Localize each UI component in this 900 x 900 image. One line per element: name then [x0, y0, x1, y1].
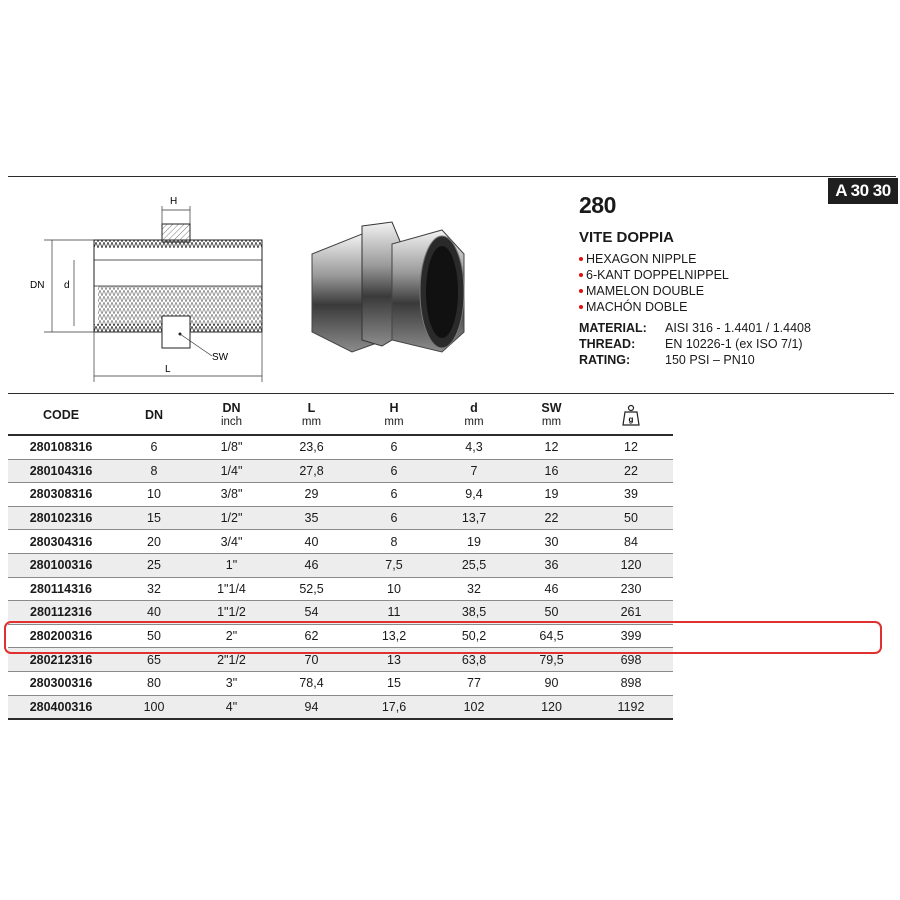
table-cell: 22 [514, 506, 589, 530]
header-weight [589, 396, 673, 435]
table-row [8, 435, 673, 459]
product-photo [292, 214, 476, 364]
table-cell: 84 [589, 530, 673, 554]
table-cell: 698 [589, 648, 673, 672]
alias-item [579, 251, 889, 267]
alias-text: HEXAGON NIPPLE [586, 252, 697, 266]
table-cell: 9,4 [434, 483, 514, 507]
spec-rating [579, 352, 889, 368]
alias-text: MAMELON DOUBLE [586, 284, 705, 298]
table-cell: 6 [354, 483, 434, 507]
table-row [8, 553, 673, 577]
table-cell: 17,6 [354, 695, 434, 719]
product-header [579, 192, 889, 368]
table-cell: 7 [434, 459, 514, 483]
drawing-label-sw: SW [212, 352, 229, 363]
table-cell: 2" [194, 624, 269, 648]
table-cell: 13 [354, 648, 434, 672]
cell-code: 280100316 [8, 553, 114, 577]
table-cell: 70 [269, 648, 354, 672]
cell-code: 280400316 [8, 695, 114, 719]
header-dn: DN [114, 396, 194, 435]
top-rule [8, 176, 896, 177]
table-row [8, 695, 673, 719]
table-cell: 25 [114, 553, 194, 577]
table-cell: 15 [114, 506, 194, 530]
table-cell: 230 [589, 577, 673, 601]
table-cell: 29 [269, 483, 354, 507]
table-row [8, 483, 673, 507]
table-cell: 3/8" [194, 483, 269, 507]
table-cell: 6 [354, 459, 434, 483]
table-row [8, 577, 673, 601]
bullet-icon [579, 305, 583, 309]
table-cell: 1" [194, 553, 269, 577]
table-cell: 16 [514, 459, 589, 483]
cell-code: 280212316 [8, 648, 114, 672]
cell-code: 280300316 [8, 671, 114, 695]
spec-value: AISI 316 - 1.4401 / 1.4408 [665, 321, 811, 335]
table-cell: 1/4" [194, 459, 269, 483]
cell-code: 280108316 [8, 435, 114, 459]
table-cell: 100 [114, 695, 194, 719]
table-cell: 19 [434, 530, 514, 554]
drawing-label-d: d [64, 280, 70, 291]
table-row [8, 648, 673, 672]
table-cell: 898 [589, 671, 673, 695]
catalog-page-badge: A 30 30 [828, 178, 898, 204]
table-cell: 20 [114, 530, 194, 554]
header-l: L mm [269, 396, 354, 435]
alias-item [579, 299, 889, 315]
table-cell: 46 [514, 577, 589, 601]
table-cell: 10 [114, 483, 194, 507]
alias-text: MACHÓN DOBLE [586, 300, 688, 314]
product-specs [579, 320, 889, 368]
dimensions-table [8, 396, 673, 720]
table-cell: 1"1/4 [194, 577, 269, 601]
table-row [8, 506, 673, 530]
table-cell: 12 [514, 435, 589, 459]
table-cell: 79,5 [514, 648, 589, 672]
drawing-label-dn: DN [30, 280, 45, 291]
table-cell: 50 [514, 601, 589, 625]
weight-icon [622, 404, 640, 426]
table-cell: 6 [354, 435, 434, 459]
table-cell: 50,2 [434, 624, 514, 648]
drawing-label-h: H [170, 196, 178, 207]
table-cell: 22 [589, 459, 673, 483]
spec-label: RATING: [579, 353, 631, 367]
table-cell: 8 [114, 459, 194, 483]
table-cell: 4,3 [434, 435, 514, 459]
cell-code: 280104316 [8, 459, 114, 483]
cell-code: 280200316 [8, 624, 114, 648]
table-cell: 40 [114, 601, 194, 625]
table-cell: 23,6 [269, 435, 354, 459]
table-row [8, 530, 673, 554]
table-cell: 62 [269, 624, 354, 648]
table-cell: 102 [434, 695, 514, 719]
header-d: d mm [434, 396, 514, 435]
product-aliases [579, 251, 889, 315]
table-cell: 13,7 [434, 506, 514, 530]
table-cell: 64,5 [514, 624, 589, 648]
table-cell: 3" [194, 671, 269, 695]
table-cell: 50 [114, 624, 194, 648]
table-cell: 25,5 [434, 553, 514, 577]
table-cell: 1192 [589, 695, 673, 719]
bullet-icon [579, 289, 583, 293]
table-cell: 52,5 [269, 577, 354, 601]
table-cell: 3/4" [194, 530, 269, 554]
drawing-label-l: L [165, 364, 171, 375]
table-cell: 54 [269, 601, 354, 625]
table-cell: 2"1/2 [194, 648, 269, 672]
table-cell: 94 [269, 695, 354, 719]
table-top-rule [8, 393, 894, 394]
product-name: VITE DOPPIA [579, 229, 675, 246]
table-cell: 46 [269, 553, 354, 577]
table-cell: 63,8 [434, 648, 514, 672]
table-row [8, 624, 673, 648]
spec-thread [579, 336, 889, 352]
table-cell: 36 [514, 553, 589, 577]
spec-label: MATERIAL: [579, 321, 647, 335]
table-cell: 80 [114, 671, 194, 695]
table-cell: 77 [434, 671, 514, 695]
table-cell: 4" [194, 695, 269, 719]
table-cell: 1/2" [194, 506, 269, 530]
spec-value: 150 PSI – PN10 [665, 353, 755, 367]
spec-label: THREAD: [579, 337, 636, 351]
table-cell: 8 [354, 530, 434, 554]
header-dn-inch: DN inch [194, 396, 269, 435]
cell-code: 280114316 [8, 577, 114, 601]
cell-code: 280112316 [8, 601, 114, 625]
technical-drawing [22, 188, 272, 388]
table-cell: 30 [514, 530, 589, 554]
table-cell: 261 [589, 601, 673, 625]
table-row [8, 671, 673, 695]
spec-value: EN 10226-1 (ex ISO 7/1) [665, 337, 803, 351]
bullet-icon [579, 257, 583, 261]
svg-text:g: g [628, 415, 634, 424]
table-cell: 27,8 [269, 459, 354, 483]
cell-code: 280102316 [8, 506, 114, 530]
table-cell: 39 [589, 483, 673, 507]
table-row [8, 459, 673, 483]
table-cell: 12 [589, 435, 673, 459]
table-cell: 50 [589, 506, 673, 530]
table-cell: 399 [589, 624, 673, 648]
table-cell: 40 [269, 530, 354, 554]
table-row [8, 601, 673, 625]
header-h: H mm [354, 396, 434, 435]
table-cell: 32 [434, 577, 514, 601]
header-code: CODE [8, 396, 114, 435]
table-cell: 38,5 [434, 601, 514, 625]
table-cell: 10 [354, 577, 434, 601]
table-cell: 6 [114, 435, 194, 459]
table-header-row [8, 396, 673, 435]
header-sw: SW mm [514, 396, 589, 435]
alias-text: 6-KANT DOPPELNIPPEL [586, 268, 729, 282]
alias-item [579, 267, 889, 283]
table-cell: 7,5 [354, 553, 434, 577]
table-cell: 1"1/2 [194, 601, 269, 625]
table-cell: 1/8" [194, 435, 269, 459]
table-cell: 120 [589, 553, 673, 577]
table-cell: 65 [114, 648, 194, 672]
table-cell: 35 [269, 506, 354, 530]
cell-code: 280304316 [8, 530, 114, 554]
table-cell: 19 [514, 483, 589, 507]
table-cell: 78,4 [269, 671, 354, 695]
table-cell: 11 [354, 601, 434, 625]
table-cell: 6 [354, 506, 434, 530]
table-cell: 32 [114, 577, 194, 601]
table-cell: 120 [514, 695, 589, 719]
table-cell: 13,2 [354, 624, 434, 648]
spec-material [579, 320, 889, 336]
table-cell: 15 [354, 671, 434, 695]
product-number: 280 [579, 192, 616, 218]
table-cell: 90 [514, 671, 589, 695]
alias-item [579, 283, 889, 299]
cell-code: 280308316 [8, 483, 114, 507]
bullet-icon [579, 273, 583, 277]
